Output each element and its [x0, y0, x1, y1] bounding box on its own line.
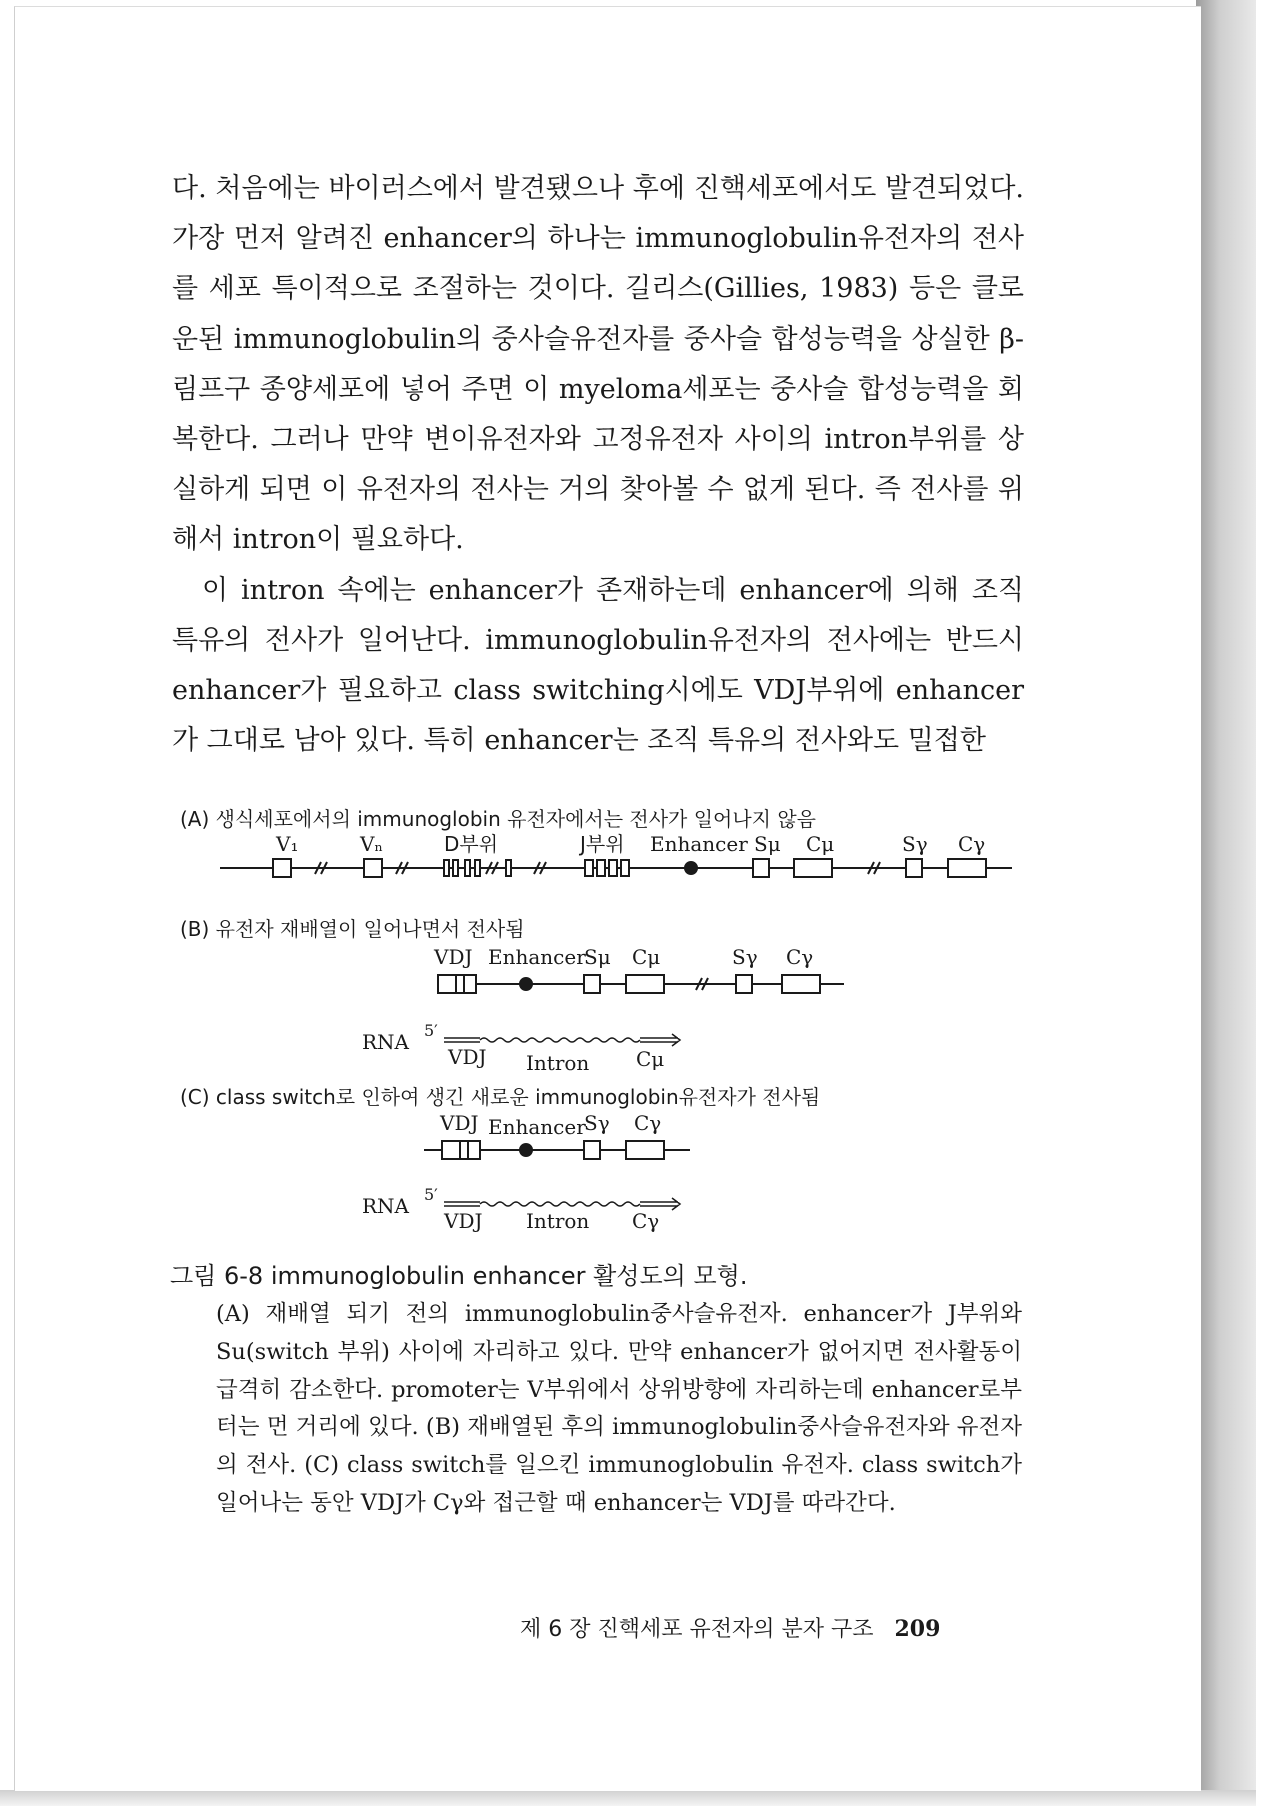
panel-c-rna — [362, 1185, 680, 1233]
page-number: 209 — [894, 1616, 941, 1642]
label-smu-b: Sμ — [584, 945, 611, 969]
label-vdj-b: VDJ — [434, 945, 473, 969]
figure-caption-text: (A) 재배열 되기 전의 immunoglobulin중사슬유전자. enhancer가 J부위와 Su(switch 부위) 사이에 자리하고 있다. 만약 enhancer가 없어지면 전사활동이 급격히 감소한다. promoter는 V부위에서 상위방향에 자리하는데 enhancer로부터는 먼 거리에 있다. (B) 재배열된 후의 immunoglobulin중사슬유전자와 유전자의 전사. (C) class switch를 일으킨 immunoglobulin 유전자. class switch가 일어나는 동안 VDJ가 Cγ와 접근할 때 enhancer는 VDJ를 따라간다. — [216, 1301, 1022, 1516]
panel-b-gene-line — [438, 975, 844, 993]
label-d-region: D부위 — [444, 832, 499, 856]
label-enhancer-b: Enhancer — [488, 945, 586, 969]
figure-diagram — [180, 800, 1040, 1240]
panel-c-heading: (C) class switch로 인하여 생긴 새로운 immunoglobin유전자가 전사됨 — [180, 1085, 821, 1109]
label-sgamma-b: Sγ — [732, 945, 758, 969]
rna-intron-c: Intron — [526, 1209, 590, 1233]
label-sgamma-c: Sγ — [584, 1111, 610, 1135]
page-footer — [520, 1612, 940, 1643]
page-bottom-shadow — [0, 1790, 1256, 1806]
panel-b-rna — [362, 1021, 680, 1075]
panel-a-heading: (A) 생식세포에서의 immunoglobin 유전자에서는 전사가 일어나지 않음 — [180, 807, 816, 831]
body-text — [172, 164, 1024, 766]
paragraph-2: 이 intron 속에는 enhancer가 존재하는데 enhancer에 의해 조직 특유의 전사가 일어난다. immunoglobulin유전자의 전사에는 반드시 enhancer가 필요하고 class switching시에도 VDJ부위에 enhancer가 그대로 남아 있다. 특히 enhancer는 조직 특유의 전사와도 밀접한 — [172, 574, 1024, 757]
panel-a-labels — [275, 832, 985, 856]
panel-c-labels — [439, 1111, 661, 1139]
rna-label-b: RNA — [362, 1030, 410, 1054]
panel-c-gene-line — [424, 1141, 690, 1159]
paragraph-1: 다. 처음에는 바이러스에서 발견됐으나 후에 진핵세포에서도 발견되었다. 가장 먼저 알려진 enhancer의 하나는 immunoglobulin유전자의 전사를 세포 특이적으로 조절하는 것이다. 길리스(Gillies, 1983) 등은 클로운된 immunoglobulin의 중사슬유전자를 중사슬 합성능력을 상실한 β-림프구 종양세포에 넣어 주면 이 myeloma세포는 중사슬 합성능력을 회복한다. 그러나 만약 변이유전자와 고정유전자 사이의 intron부위를 상실하게 되면 이 유전자의 전사는 거의 찾아볼 수 없게 된다. 즉 전사를 위해서 intron이 필요하다. — [172, 173, 1024, 556]
rna-intron-b: Intron — [526, 1051, 590, 1075]
panel-a-gene-line — [220, 859, 1012, 877]
chapter-title: 제 6 장 진핵세포 유전자의 분자 구조 — [520, 1617, 874, 1642]
five-prime-b: 5′ — [424, 1021, 438, 1040]
label-sgamma-a: Sγ — [902, 832, 928, 856]
label-vdj-c: VDJ — [440, 1111, 479, 1135]
label-cmu-b: Cμ — [632, 945, 661, 969]
label-cgamma-a: Cγ — [958, 832, 986, 856]
label-j-region: J부위 — [580, 832, 625, 856]
panel-b-heading: (B) 유전자 재배열이 일어나면서 전사됨 — [180, 917, 525, 941]
label-enhancer-c: Enhancer — [488, 1115, 586, 1139]
rna-c-c: Cγ — [632, 1209, 660, 1233]
rna-vdj-b: VDJ — [448, 1045, 487, 1069]
panel-b-labels — [433, 945, 813, 969]
page-edge-shadow — [1196, 0, 1256, 1806]
label-cgamma-c: Cγ — [634, 1111, 662, 1135]
label-smu-a: Sμ — [754, 832, 781, 856]
rna-label-c: RNA — [362, 1194, 410, 1218]
label-vn: Vₙ — [360, 832, 384, 856]
label-cmu-a: Cμ — [806, 832, 835, 856]
label-enhancer-a: Enhancer — [650, 832, 748, 856]
figure-caption-title: 그림 6-8 immunoglobulin enhancer 활성도의 모형. — [170, 1262, 748, 1290]
rna-c-b: Cμ — [636, 1047, 665, 1071]
five-prime-c: 5′ — [424, 1185, 438, 1204]
label-cgamma-b: Cγ — [786, 945, 814, 969]
label-v1: V₁ — [276, 832, 299, 856]
rna-vdj-c: VDJ — [444, 1209, 483, 1233]
